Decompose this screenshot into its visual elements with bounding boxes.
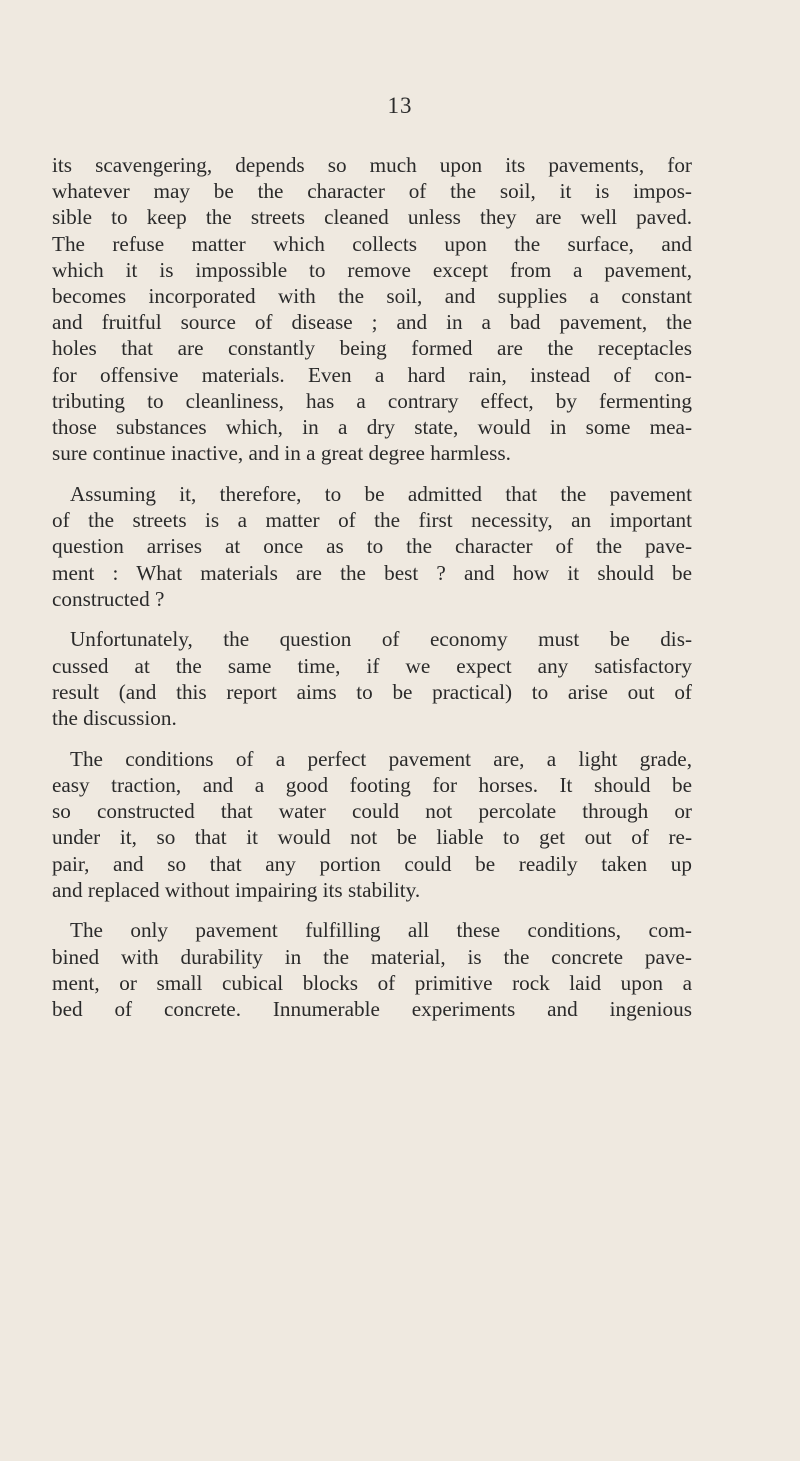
text-line: of the streets is a matter of the first necessity, an important bbox=[52, 508, 692, 533]
text-line: those substances which, in a dry state, would in some mea- bbox=[52, 415, 692, 440]
text-line: so constructed that water could not percolate through or bbox=[52, 799, 692, 824]
text-line: result (and this report aims to be practical) to arise out of bbox=[52, 679, 692, 704]
paragraph-5 bbox=[52, 917, 692, 1022]
text-line: sure continue inactive, and in a great degree harmless. bbox=[52, 441, 511, 466]
text-line: under it, so that it would not be liable to get out of re- bbox=[52, 825, 692, 850]
paragraph-4 bbox=[52, 746, 692, 903]
page-number: 13 bbox=[387, 93, 413, 118]
text-line: Unfortunately, the question of economy must be dis- bbox=[70, 627, 692, 652]
body-text bbox=[52, 152, 692, 1037]
text-line: for offensive materials. Even a hard rain, instead of con- bbox=[52, 362, 692, 387]
text-line: ment : What materials are the best ? and how it should be bbox=[52, 560, 692, 585]
text-line: its scavengering, depends so much upon its pavements, for bbox=[52, 153, 692, 177]
text-line: tributing to cleanliness, has a contrary effect, by fermenting bbox=[52, 388, 692, 413]
text-line: Assuming it, therefore, to be admitted that the pavement bbox=[70, 481, 692, 506]
text-line: holes that are constantly being formed are the receptacles bbox=[52, 336, 692, 361]
paragraph-2 bbox=[52, 481, 692, 612]
text-line: easy traction, and a good footing for horses. It should be bbox=[52, 772, 692, 797]
paragraph-3 bbox=[52, 626, 692, 731]
text-line: The only pavement fulfilling all these conditions, com- bbox=[70, 918, 692, 943]
text-line: becomes incorporated with the soil, and supplies a constant bbox=[52, 284, 692, 309]
text-line: question arrises at once as to the character of the pave- bbox=[52, 534, 692, 559]
text-line: cussed at the same time, if we expect any satisfactory bbox=[52, 653, 692, 678]
text-line: and fruitful source of disease ; and in a bad pavement, the bbox=[52, 310, 692, 335]
text-line: and replaced without impairing its stability. bbox=[52, 877, 421, 902]
text-line: ment, or small cubical blocks of primitive rock laid upon a bbox=[52, 970, 692, 995]
text-line: The refuse matter which collects upon the surface, and bbox=[52, 231, 692, 256]
text-line: pair, and so that any portion could be readily taken up bbox=[52, 851, 692, 876]
text-line: the discussion. bbox=[52, 706, 177, 731]
text-line: bined with durability in the material, is the concrete pave- bbox=[52, 944, 692, 969]
text-line: whatever may be the character of the soil, it is impos- bbox=[52, 179, 692, 204]
paragraph-1 bbox=[52, 152, 692, 466]
text-line: which it is impossible to remove except from a pavement, bbox=[52, 257, 692, 282]
text-line: constructed ? bbox=[52, 586, 165, 611]
text-line: sible to keep the streets cleaned unless they are well paved. bbox=[52, 205, 692, 230]
text-line: The conditions of a perfect pavement are, a light grade, bbox=[70, 746, 692, 771]
text-line: bed of concrete. Innumerable experiments and ingenious bbox=[52, 997, 692, 1022]
